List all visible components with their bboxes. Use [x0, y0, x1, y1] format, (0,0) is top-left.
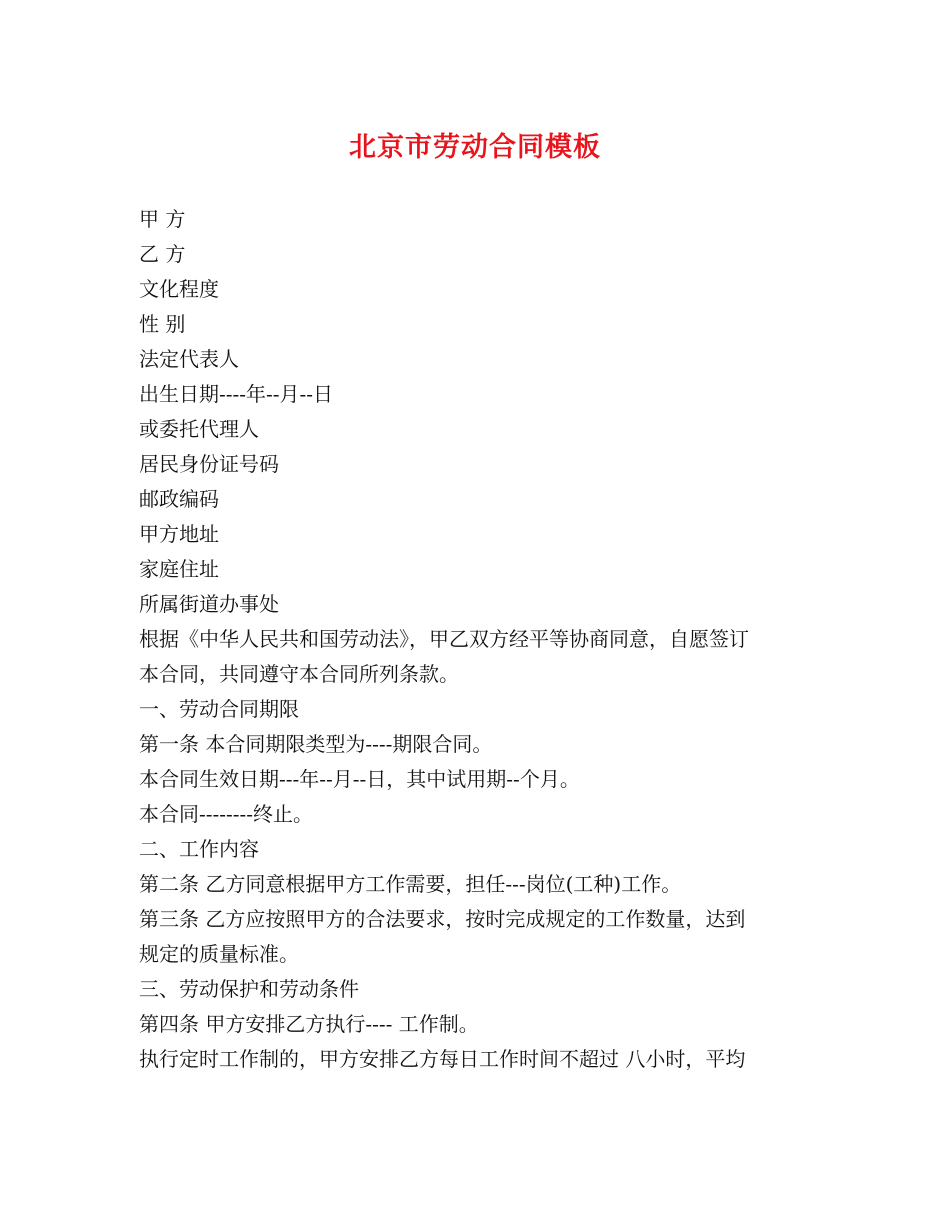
field-postal-code: 邮政编码: [139, 487, 219, 511]
paragraph-line: 根据《中华人民共和国劳动法》，甲乙双方经平等协商同意，自愿签订: [139, 627, 749, 651]
paragraph-line: 第二条 乙方同意根据甲方工作需要，担任---岗位(工种)工作。: [139, 872, 682, 896]
paragraph-line: 规定的质量标准。: [139, 942, 299, 966]
field-home-address: 家庭住址: [139, 557, 219, 581]
field-birth-date: 出生日期----年--月--日: [139, 382, 334, 406]
paragraph-line: 本合同生效日期---年--月--日，其中试用期--个月。: [139, 767, 580, 791]
section-heading: 二、工作内容: [139, 837, 259, 861]
paragraph-line: 本合同--------终止。: [139, 802, 314, 826]
section-heading: 一、劳动合同期限: [139, 697, 299, 721]
field-legal-representative: 法定代表人: [139, 347, 239, 371]
paragraph-line: 第四条 甲方安排乙方执行---- 工作制。: [139, 1012, 479, 1036]
document-title: 北京市劳动合同模板: [349, 132, 601, 163]
field-authorized-agent: 或委托代理人: [139, 417, 259, 441]
section-heading: 三、劳动保护和劳动条件: [139, 977, 359, 1001]
paragraph-line: 本合同，共同遵守本合同所列条款。: [139, 662, 459, 686]
field-party-b: 乙 方: [139, 242, 186, 266]
paragraph-line: 第一条 本合同期限类型为----期限合同。: [139, 732, 493, 756]
field-party-a-address: 甲方地址: [139, 522, 219, 546]
paragraph-line: 执行定时工作制的，甲方安排乙方每日工作时间不超过 八小时，平均: [139, 1047, 746, 1071]
paragraph-line: 第三条 乙方应按照甲方的合法要求，按时完成规定的工作数量，达到: [139, 907, 746, 931]
field-street-office: 所属街道办事处: [139, 592, 279, 616]
field-id-number: 居民身份证号码: [139, 452, 279, 476]
field-education: 文化程度: [139, 277, 219, 301]
field-party-a: 甲 方: [139, 207, 186, 231]
document-body: [139, 202, 819, 1077]
field-gender: 性 别: [139, 312, 186, 336]
